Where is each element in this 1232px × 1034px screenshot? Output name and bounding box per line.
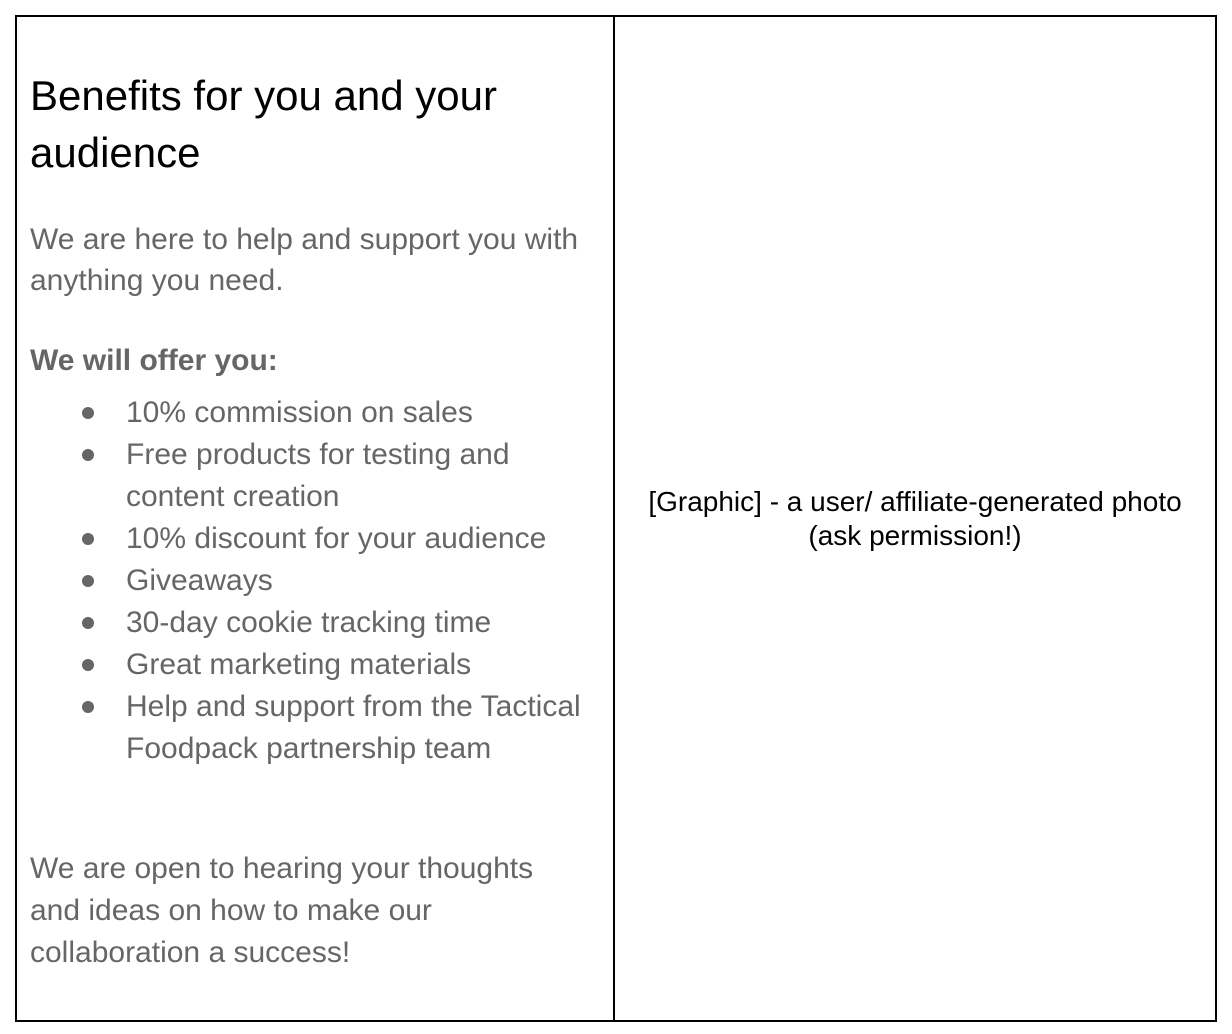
- list-item-label: 10% discount for your audience: [126, 522, 547, 555]
- content-table: [15, 15, 1217, 1022]
- closing-paragraph: We are open to hearing your thoughts and ideas on how to make our collaboration a success!: [30, 852, 534, 969]
- bullet-icon: [82, 407, 94, 419]
- benefits-cell: [17, 17, 615, 1020]
- list-item-label: Giveaways: [126, 564, 273, 597]
- bullet-icon: [82, 533, 94, 545]
- benefit-list: [30, 392, 600, 770]
- list-item: [30, 392, 600, 434]
- graphic-placeholder-line2: (ask permission!): [808, 519, 1022, 551]
- list-item: [30, 434, 600, 518]
- list-item-label: Free products for testing and content creation: [126, 438, 510, 513]
- bullet-icon: [82, 701, 94, 713]
- bullet-icon: [82, 617, 94, 629]
- list-item-label: 30-day cookie tracking time: [126, 606, 492, 639]
- list-item: [30, 644, 600, 686]
- graphic-placeholder-line1: [Graphic] - a user/ affiliate-generated photo: [648, 485, 1182, 517]
- list-item: [30, 560, 600, 602]
- page-title: Benefits for you and your audience: [30, 72, 497, 176]
- bullet-icon: [82, 449, 94, 461]
- list-item-label: 10% commission on sales: [126, 396, 473, 429]
- intro-paragraph: We are here to help and support you with anything you need.: [30, 223, 579, 297]
- list-item: [30, 686, 600, 770]
- graphic-cell: [615, 17, 1215, 1020]
- list-item-label: Help and support from the Tactical Foodpack partnership team: [126, 690, 581, 765]
- list-item: [30, 602, 600, 644]
- list-item-label: Great marketing materials: [126, 648, 472, 681]
- bullet-icon: [82, 659, 94, 671]
- bullet-icon: [82, 575, 94, 587]
- offer-title: We will offer you:: [30, 344, 278, 377]
- list-item: [30, 518, 600, 560]
- graphic-placeholder: [615, 485, 1215, 553]
